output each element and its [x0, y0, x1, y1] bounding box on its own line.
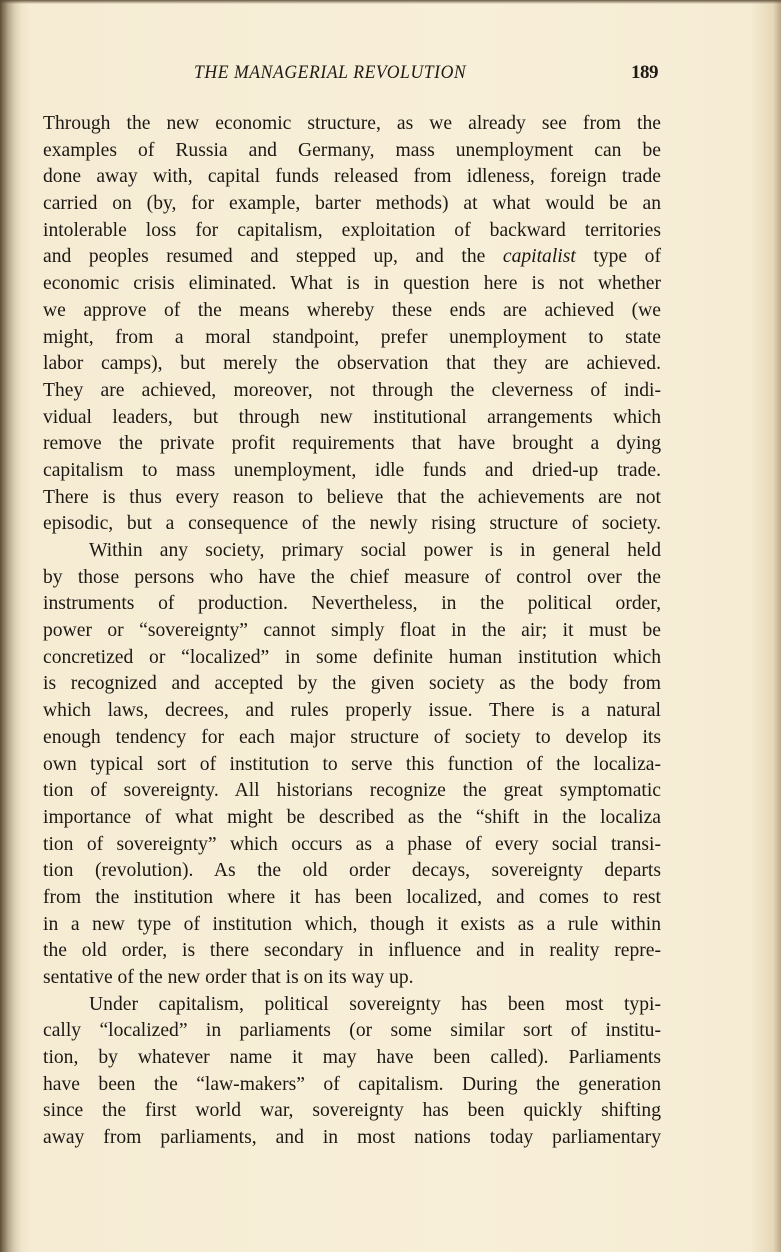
paragraph-3: [43, 992, 661, 1152]
text-line: labor camps), but merely the observation that they are achieved.: [43, 353, 661, 375]
text-line: have been the “law-makers” of capitalism. During the generation: [43, 1073, 661, 1095]
text-line: from the institution where it has been localized, and comes to rest: [43, 886, 661, 908]
text-line: tion of sovereignty” which occurs as a phase of every social transi-: [43, 833, 661, 855]
text-line: concretized or “localized” in some definite human institution which: [43, 646, 661, 668]
text-line: cally “localized” in parliaments (or some similar sort of institu-: [43, 1020, 661, 1042]
running-head-title: THE MANAGERIAL REVOLUTION: [194, 62, 467, 83]
italic-emphasis: capitalist: [502, 246, 576, 268]
text-line: instruments of production. Nevertheless, in the political order,: [43, 593, 661, 615]
text-line: They are achieved, moreover, not through the cleverness of indi-: [43, 379, 661, 401]
text-line: There is thus every reason to believe that the achievements are not: [43, 486, 661, 508]
text-line: examples of Russia and Germany, mass unemployment can be: [43, 139, 661, 161]
text-line: own typical sort of institution to serve this function of the localiza-: [43, 753, 661, 775]
text-line: Under capitalism, political sovereignty has been most typi-: [89, 993, 661, 1015]
text-line: episodic, but a consequence of the newly rising structure of society.: [43, 513, 661, 535]
text-line: tion, by whatever name it may have been called). Parliaments: [43, 1047, 661, 1069]
text-line: remove the private profit requirements that have brought a dying: [43, 433, 661, 455]
text-line: importance of what might be described as the “shift in the localiza: [43, 806, 661, 828]
running-header: [0, 62, 781, 92]
text-line: in a new type of institution which, though it exists as a rule within: [43, 913, 661, 935]
text-line: tion (revolution). As the old order decays, sovereignty departs: [43, 860, 661, 882]
page-number: 189: [631, 62, 658, 83]
text-line: intolerable loss for capitalism, exploitation of backward territories: [43, 219, 661, 241]
text-line: by those persons who have the chief measure of control over the: [43, 566, 661, 588]
text-line: [43, 244, 661, 271]
paragraph-1: [43, 111, 661, 538]
text-line: vidual leaders, but through new institutional arrangements which: [43, 406, 661, 428]
text-line: sentative of the new order that is on its way up.: [43, 967, 414, 988]
text-line: power or “sovereignty” cannot simply float in the air; it must be: [43, 620, 661, 642]
text-line: we approve of the means whereby these ends are achieved (we: [43, 299, 661, 321]
text-line: since the first world war, sovereignty has been quickly shifting: [43, 1100, 661, 1122]
text-line: is recognized and accepted by the given society as the body from: [43, 673, 661, 695]
text-line: Within any society, primary social power is in general held: [89, 540, 661, 561]
text-segment: and peoples resumed and stepped up, and the: [43, 246, 503, 268]
text-segment: type of: [575, 246, 661, 268]
text-line: economic crisis eliminated. What is in question here is not whether: [43, 273, 661, 295]
text-line: done away with, capital funds released from idleness, foreign trade: [43, 166, 661, 188]
text-line: away from parliaments, and in most nations today parliamentary: [43, 1127, 661, 1149]
text-line: Through the new economic structure, as we already see from the: [43, 113, 661, 134]
text-line: tion of sovereignty. All historians recognize the great symptomatic: [43, 780, 661, 802]
text-line: capitalism to mass unemployment, idle funds and dried-up trade.: [43, 459, 661, 481]
text-line: enough tendency for each major structure of society to develop its: [43, 726, 661, 748]
text-line: the old order, is there secondary in influence and in reality repre-: [43, 940, 661, 962]
text-line: which laws, decrees, and rules properly issue. There is a natural: [43, 700, 661, 722]
text-line: carried on (by, for example, barter methods) at what would be an: [43, 193, 661, 215]
text-line: might, from a moral standpoint, prefer unemployment to state: [43, 326, 661, 348]
body-text: [43, 111, 661, 1152]
paragraph-2: [43, 538, 661, 992]
binding-gutter-shadow: [0, 0, 22, 1252]
